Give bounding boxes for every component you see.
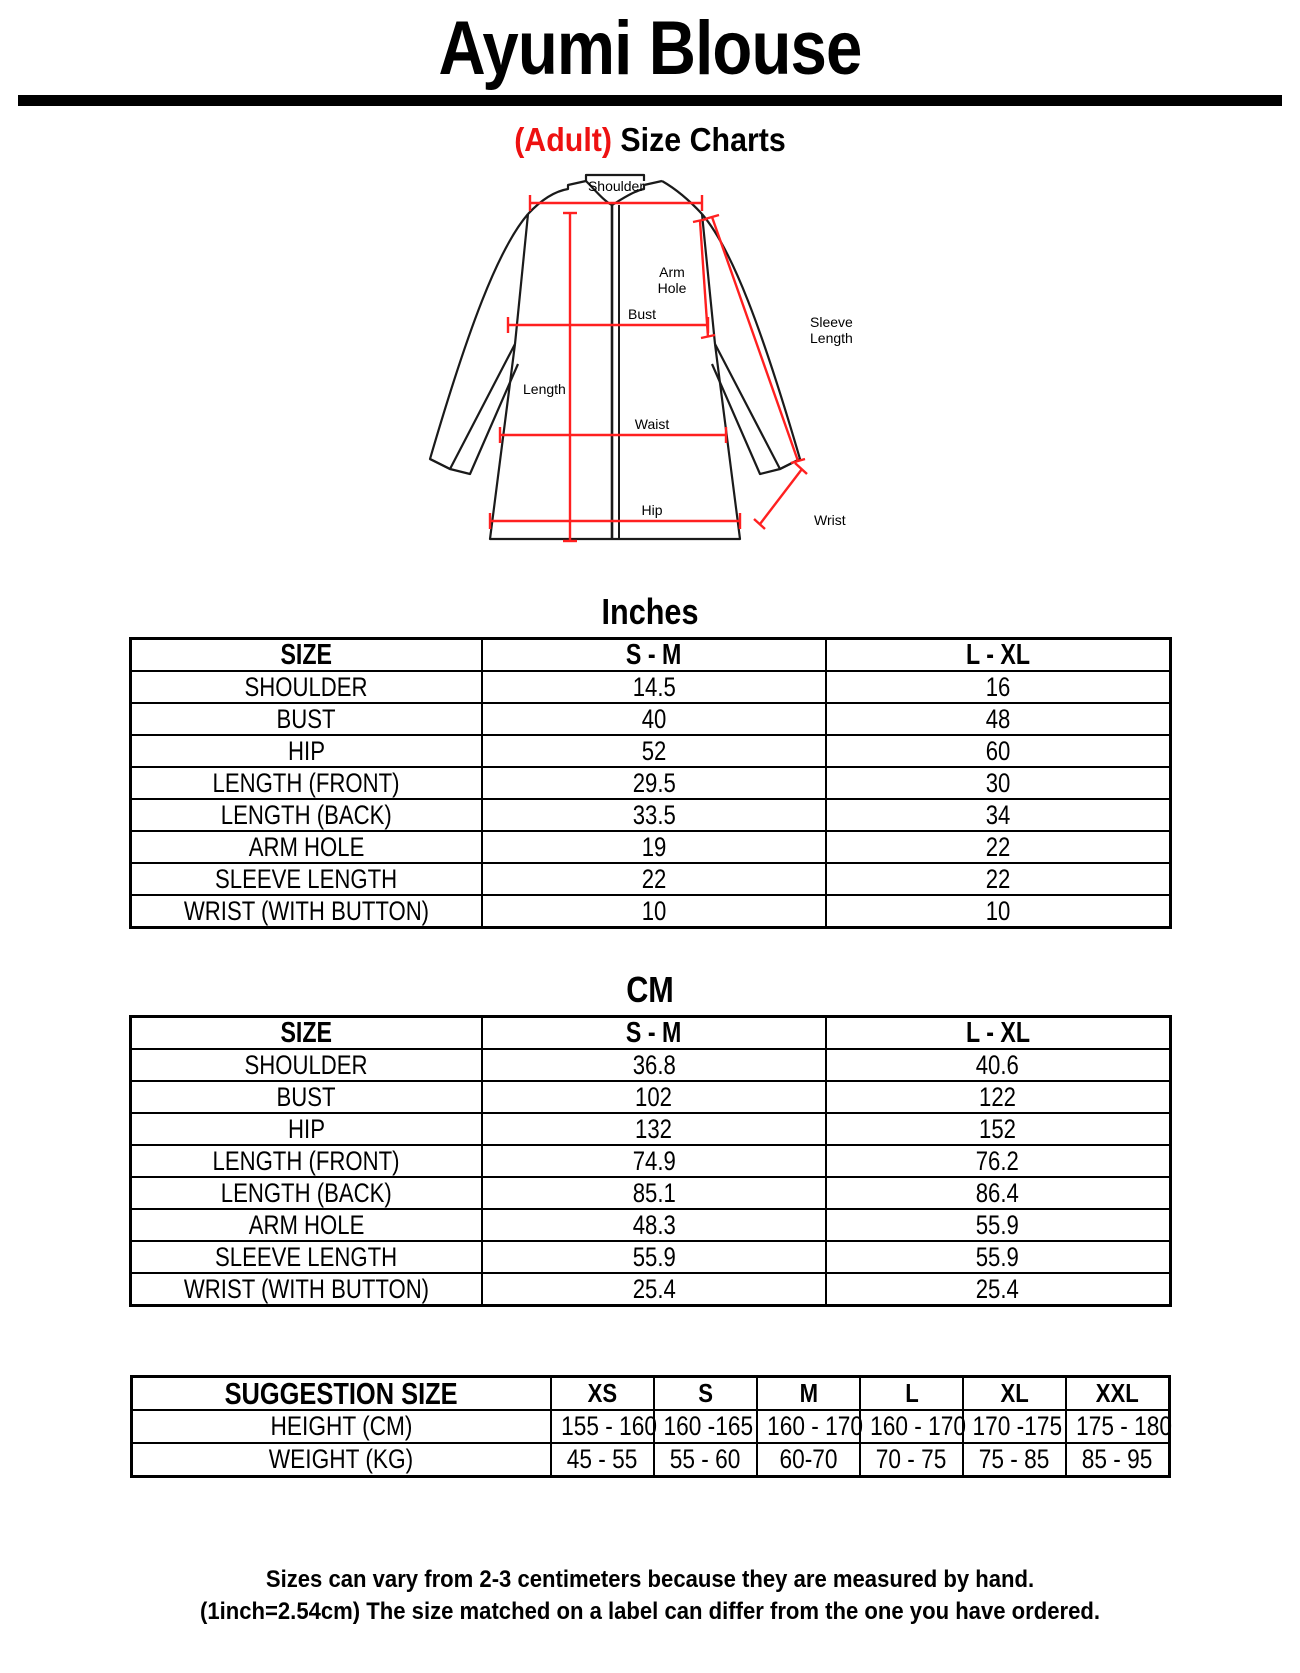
footer-note — [52, 1564, 1248, 1628]
row-value-lxl: 34 — [826, 799, 1170, 831]
diagram-label-arm-hole-line2: Hole — [657, 280, 687, 296]
row-label: SHOULDER — [130, 671, 482, 703]
row-value-lxl: 10 — [826, 895, 1170, 928]
row-label: LENGTH (BACK) — [130, 1177, 482, 1209]
height-value-xs: 155 - 160 — [551, 1410, 654, 1443]
inches-heading: Inches — [601, 591, 699, 632]
table-row — [130, 1145, 1170, 1177]
column-header-lxl: L - XL — [826, 1017, 1170, 1050]
row-label: HIP — [130, 735, 482, 767]
table-row — [131, 1443, 1169, 1477]
size-column-s: S — [654, 1377, 757, 1411]
row-value-sm: 40 — [482, 703, 826, 735]
row-label: LENGTH (FRONT) — [130, 767, 482, 799]
row-value-lxl: 152 — [826, 1113, 1170, 1145]
subtitle-audience: (Adult) — [514, 121, 612, 158]
row-label-height: HEIGHT (CM) — [131, 1410, 551, 1443]
row-value-sm: 22 — [482, 863, 826, 895]
row-value-sm: 14.5 — [482, 671, 826, 703]
weight-value-m: 60-70 — [757, 1443, 860, 1477]
row-label: BUST — [130, 1081, 482, 1113]
size-column-l: L — [860, 1377, 963, 1411]
column-header-size: SIZE — [130, 639, 482, 672]
footer-line-2: (1inch=2.54cm) The size matched on a label can differ from the one you have ordered. — [199, 1598, 1101, 1625]
table-row — [130, 831, 1170, 863]
diagram-label-arm-hole-line1: Arm — [659, 264, 685, 280]
table-header-row — [130, 639, 1170, 672]
table-header-row — [130, 1017, 1170, 1050]
size-column-xxl: XXL — [1066, 1377, 1169, 1411]
inches-size-table — [129, 637, 1172, 929]
table-row — [130, 1113, 1170, 1145]
row-label-weight: WEIGHT (KG) — [131, 1443, 551, 1477]
row-value-lxl: 55.9 — [826, 1209, 1170, 1241]
height-value-xxl: 175 - 180 — [1066, 1410, 1169, 1443]
table-row — [130, 1081, 1170, 1113]
row-value-sm: 52 — [482, 735, 826, 767]
row-value-lxl: 30 — [826, 767, 1170, 799]
table-row — [130, 1177, 1170, 1209]
diagram-label-length: Length — [523, 381, 566, 397]
row-value-sm: 19 — [482, 831, 826, 863]
row-value-sm: 74.9 — [482, 1145, 826, 1177]
diagram-label-shoulder: Shoulder — [587, 178, 645, 194]
column-header-lxl: L - XL — [826, 639, 1170, 672]
row-label: LENGTH (BACK) — [130, 799, 482, 831]
row-value-lxl: 48 — [826, 703, 1170, 735]
row-label: HIP — [130, 1113, 482, 1145]
table-row — [130, 895, 1170, 928]
cm-size-table — [129, 1015, 1172, 1307]
table-row — [130, 1273, 1170, 1306]
row-value-sm: 48.3 — [482, 1209, 826, 1241]
table-row — [130, 1049, 1170, 1081]
row-value-sm: 132 — [482, 1113, 826, 1145]
row-label: SHOULDER — [130, 1049, 482, 1081]
diagram-label-sleeve-length-line2: Length — [810, 330, 853, 346]
diagram-label-bust: Bust — [627, 306, 657, 322]
row-value-sm: 25.4 — [482, 1273, 826, 1306]
page-title: Ayumi Blouse — [438, 6, 862, 91]
table-row — [130, 703, 1170, 735]
row-label: WRIST (WITH BUTTON) — [130, 895, 482, 928]
cm-heading: CM — [626, 969, 674, 1010]
row-value-sm: 102 — [482, 1081, 826, 1113]
blouse-measurement-diagram — [390, 169, 910, 569]
diagram-label-hip: Hip — [641, 502, 663, 518]
row-value-sm: 29.5 — [482, 767, 826, 799]
table-row — [130, 735, 1170, 767]
row-value-lxl: 55.9 — [826, 1241, 1170, 1273]
row-value-sm: 85.1 — [482, 1177, 826, 1209]
table-row — [130, 671, 1170, 703]
row-value-lxl: 22 — [826, 863, 1170, 895]
height-value-l: 160 - 170 — [860, 1410, 963, 1443]
column-header-sm: S - M — [482, 639, 826, 672]
diagram-label-waist: Waist — [634, 416, 670, 432]
table-row — [131, 1410, 1169, 1443]
weight-value-xl: 75 - 85 — [963, 1443, 1066, 1477]
row-value-sm: 33.5 — [482, 799, 826, 831]
diagram-label-sleeve-length-line1: Sleeve — [810, 314, 853, 330]
table-row — [130, 767, 1170, 799]
weight-value-xxl: 85 - 95 — [1066, 1443, 1169, 1477]
row-value-lxl: 40.6 — [826, 1049, 1170, 1081]
row-value-lxl: 86.4 — [826, 1177, 1170, 1209]
table-row — [130, 863, 1170, 895]
row-label: SLEEVE LENGTH — [130, 1241, 482, 1273]
suggestion-size-header: SUGGESTION SIZE — [131, 1377, 551, 1411]
weight-value-xs: 45 - 55 — [551, 1443, 654, 1477]
row-value-lxl: 16 — [826, 671, 1170, 703]
row-label: WRIST (WITH BUTTON) — [130, 1273, 482, 1306]
height-value-xl: 170 -175 — [963, 1410, 1066, 1443]
height-value-s: 160 -165 — [654, 1410, 757, 1443]
column-header-sm: S - M — [482, 1017, 826, 1050]
diagram-label-wrist: Wrist — [814, 512, 846, 528]
suggestion-size-table — [130, 1375, 1171, 1478]
row-value-sm: 10 — [482, 895, 826, 928]
table-row — [130, 799, 1170, 831]
row-label: LENGTH (FRONT) — [130, 1145, 482, 1177]
row-value-sm: 55.9 — [482, 1241, 826, 1273]
footer-line-1: Sizes can vary from 2-3 centimeters because they are measured by hand. — [265, 1566, 1035, 1593]
page-subtitle — [52, 117, 1248, 163]
row-value-lxl: 25.4 — [826, 1273, 1170, 1306]
weight-value-l: 70 - 75 — [860, 1443, 963, 1477]
row-label: ARM HOLE — [130, 1209, 482, 1241]
size-column-xl: XL — [963, 1377, 1066, 1411]
size-column-xs: XS — [551, 1377, 654, 1411]
row-value-lxl: 122 — [826, 1081, 1170, 1113]
height-value-m: 160 - 170 — [757, 1410, 860, 1443]
subtitle-text: Size Charts — [611, 121, 786, 158]
title-divider-rule — [18, 95, 1282, 106]
row-value-lxl: 76.2 — [826, 1145, 1170, 1177]
row-label: ARM HOLE — [130, 831, 482, 863]
table-row — [130, 1209, 1170, 1241]
diagram-container — [0, 169, 1300, 569]
row-value-lxl: 60 — [826, 735, 1170, 767]
suggestion-header-row — [131, 1377, 1169, 1411]
row-value-lxl: 22 — [826, 831, 1170, 863]
row-value-sm: 36.8 — [482, 1049, 826, 1081]
table-row — [130, 1241, 1170, 1273]
size-column-m: M — [757, 1377, 860, 1411]
column-header-size: SIZE — [130, 1017, 482, 1050]
weight-value-s: 55 - 60 — [654, 1443, 757, 1477]
row-label: BUST — [130, 703, 482, 735]
row-label: SLEEVE LENGTH — [130, 863, 482, 895]
